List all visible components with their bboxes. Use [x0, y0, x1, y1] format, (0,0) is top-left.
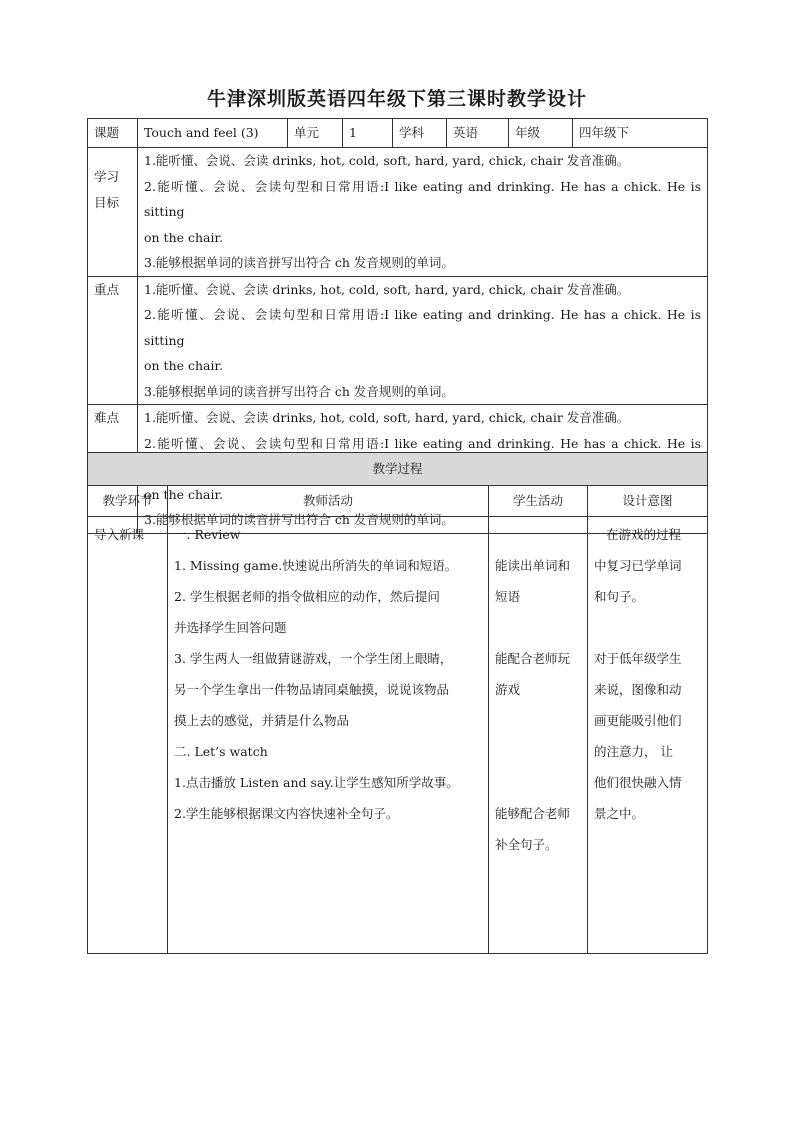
key-points-line-1: 1.能听懂、会说、会读 drinks, hot, cold, soft, hard, yard, chick, chair 发音准确。 [144, 281, 630, 297]
teacher-item-2-line-1: 2. 学生根据老师的指令做相应的动作，然后提问 [174, 589, 440, 604]
unit-label: 单元 [288, 119, 343, 148]
header-teacher: 教师活动 [168, 486, 489, 517]
subject-label: 学科 [393, 119, 447, 148]
objectives-row [88, 148, 708, 277]
intent-b-line-2: 来说，图像和动 [594, 682, 682, 697]
header-intent: 设计意图 [588, 486, 708, 517]
student-activity-b-line-1: 能配合老师玩 [495, 651, 571, 666]
process-section-header [88, 453, 708, 486]
difficult-points-label: 难点 [88, 405, 138, 534]
grade-label: 年级 [509, 119, 573, 148]
teaching-process-table [87, 452, 708, 954]
topic-value: Touch and feel (3) [138, 119, 288, 148]
intent-a-line-3: 和句子。 [594, 589, 645, 604]
design-intent-cell [588, 517, 708, 954]
key-points-line-3: on the chair. [144, 358, 224, 373]
watch-heading: 二. Let’s watch [174, 744, 268, 759]
objectives-label-line2: 目标 [94, 195, 120, 210]
header-student: 学生活动 [489, 486, 588, 517]
teacher-item-3-line-3: 摸上去的感觉，并猜是什么物品 [174, 713, 350, 728]
review-heading: 一. Review [174, 527, 241, 542]
objectives-label [88, 148, 138, 277]
header-step: 教学环节 [88, 486, 168, 517]
process-section-title: 教学过程 [88, 453, 708, 486]
student-activity-cell [489, 517, 588, 954]
unit-value: 1 [343, 119, 393, 148]
intent-b-line-4: 的注意力， 让 [594, 744, 673, 759]
difficult-points-line-2: 2.能听懂、会说、会读句型和日常用语:I like eating and drinking. He has a chick. He is [144, 435, 701, 451]
intent-a-line-1: 在游戏的过程 [606, 527, 682, 542]
teacher-item-2-line-2: 并选择学生回答问题 [174, 620, 287, 635]
intent-a-line-2: 中复习已学单词 [594, 558, 682, 573]
watch-item-1: 1.点击播放 Listen and say.让学生感知所学故事。 [174, 775, 459, 790]
teacher-activity-cell [168, 517, 489, 954]
subject-value: 英语 [447, 119, 509, 148]
process-row-intro [88, 517, 708, 954]
page-title: 牛津深圳版英语四年级下第三课时教学设计 [206, 88, 587, 110]
student-activity-a-line-1: 能读出单词和 [495, 558, 571, 573]
teacher-item-3-line-1: 3. 学生两人一组做猜谜游戏，一个学生闭上眼睛， [174, 651, 453, 666]
teacher-item-1: 1. Missing game.快速说出所消失的单词和短语。 [174, 558, 458, 573]
key-points-label: 重点 [88, 276, 138, 405]
student-activity-a-line-2: 短语 [495, 589, 521, 604]
objectives-line-2: 2.能听懂、会说、会读句型和日常用语:I like eating and drinking. He has a chick. He is sitting [144, 178, 701, 219]
intent-b-line-1: 对于低年级学生 [594, 651, 682, 666]
intent-b-line-5: 他们很快融入情 [594, 775, 682, 790]
info-header-row [88, 119, 708, 148]
student-activity-c-line-1: 能够配合老师 [495, 806, 571, 821]
difficult-points-line-4: 3.能够根据单词的读音拼写出符合 ch 发音规则的单词。 [144, 512, 454, 527]
key-points-content [138, 276, 708, 405]
key-points-line-4: 3.能够根据单词的读音拼写出符合 ch 发音规则的单词。 [144, 383, 454, 399]
difficult-points-line-3: on the chair. [144, 486, 224, 502]
grade-value: 四年级下 [573, 119, 708, 148]
objectives-label-line1: 学习 [94, 169, 120, 184]
key-points-line-2: 2.能听懂、会说、会读句型和日常用语:I like eating and drinking. He has a chick. He is sitting [144, 307, 701, 348]
step-cell: 导入新课 [88, 517, 168, 954]
student-activity-b-line-2: 游戏 [495, 682, 521, 697]
objectives-line-4: 3.能够根据单词的读音拼写出符合 ch 发音规则的单词。 [144, 255, 454, 270]
difficult-points-line-1: 1.能听懂、会说、会读 drinks, hot, cold, soft, hard, yard, chick, chair 发音准确。 [144, 410, 630, 425]
objectives-content [138, 148, 708, 277]
intent-b-line-3: 画更能吸引他们 [594, 713, 682, 728]
intent-b-line-6: 景之中。 [594, 806, 645, 821]
student-activity-c-line-2: 补全句子。 [495, 837, 558, 852]
teacher-item-3-line-2: 另一个学生拿出一件物品请同桌触摸，说说该物品 [174, 682, 450, 697]
key-points-row [88, 276, 708, 405]
objectives-line-1: 1.能听懂、会说、会读 drinks, hot, cold, soft, hard, yard, chick, chair 发音准确。 [144, 153, 630, 168]
topic-label: 课题 [88, 119, 138, 148]
process-column-headers [88, 486, 708, 517]
objectives-line-3: on the chair. [144, 229, 224, 245]
watch-item-2: 2.学生能够根据课文内容快速补全句子。 [174, 806, 399, 821]
